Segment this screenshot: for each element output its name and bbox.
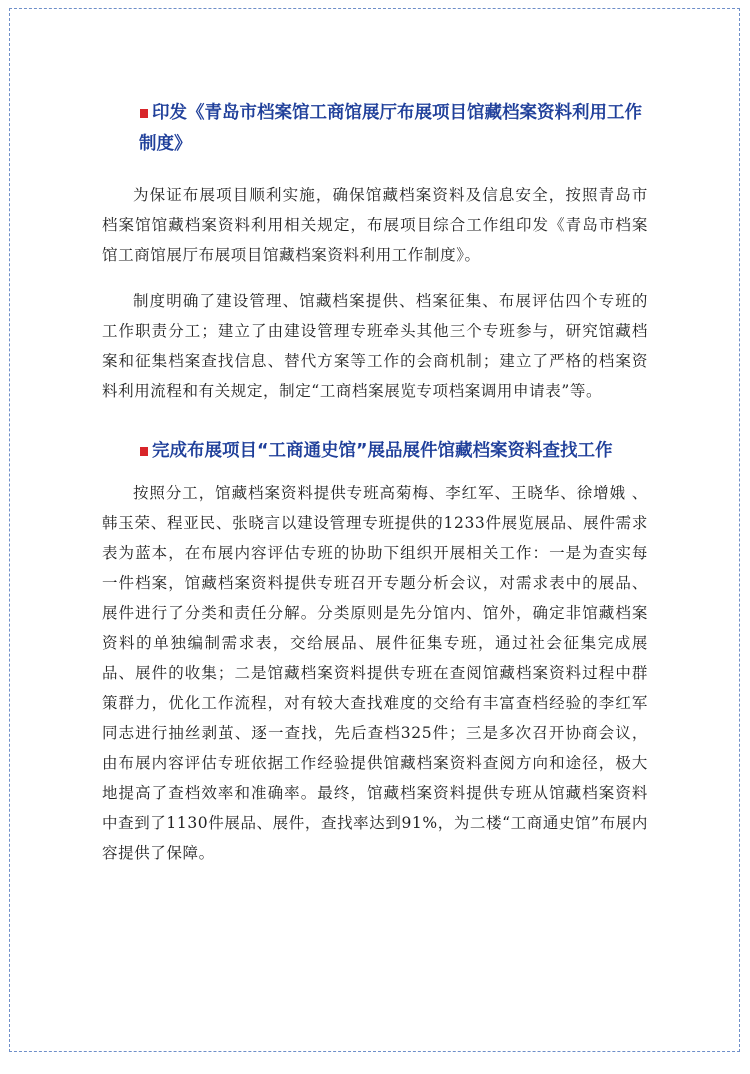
paragraph: 按照分工，馆藏档案资料提供专班高菊梅、李红军、王晓华、徐增娥 、韩玉荣、程亚民、张晓言以建设管理专班提供的1233件展览展品、展件需求表为蓝本，在布展内容评估专班的协助下组织开展相关工作：一是为查实每一件档案，馆藏档案资料提供专班召开专题分析会议，对需求表中的展品、展件进行了分类和责任分解。分类原则是先分馆内、馆外，确定非馆藏档案资料的单独编制需求表，交给展品、展件征集专班，通过社会征集完成展品、展件的收集；二是馆藏档案资料提供专班在查阅馆藏档案资料过程中群策群力，优化工作流程，对有较大查找难度的交给有丰富查档经验的李红军同志进行抽丝剥茧、逐一查找，先后查档325件；三是多次召开协商会议，由布展内容评估专班依据工作经验提供馆藏档案资料查阅方向和途径，极大地提高了查档效率和准确率。最终，馆藏档案资料提供专班从馆藏档案资料中查到了1130件展品、展件，查找率达到91%，为二楼“工商通史馆”布展内容提供了保障。 <box>102 484 648 862</box>
paragraph: 制度明确了建设管理、馆藏档案提供、档案征集、布展评估四个专班的工作职责分工；建立了由建设管理专班牵头其他三个专班参与，研究馆藏档案和征集档案查找信息、替代方案等工作的会商机制；建立了严格的档案资料利用流程和有关规定，制定“工商档案展览专项档案调用申请表”等。 <box>102 292 648 400</box>
section-body <box>102 478 648 868</box>
document-content <box>102 98 648 868</box>
red-square-bullet-icon <box>140 109 148 118</box>
red-square-bullet-icon <box>140 447 148 456</box>
section-work-rules <box>102 98 648 406</box>
section-heading-text: 完成布展项目“工商通史馆”展品展件馆藏档案资料查找工作 <box>152 441 613 461</box>
section-heading-text: 印发《青岛市档案馆工商馆展厅布展项目馆藏档案资料利用工作制度》 <box>139 103 642 154</box>
paragraph: 为保证布展项目顺利实施，确保馆藏档案资料及信息安全，按照青岛市档案馆馆藏档案资料利用相关规定，布展项目综合工作组印发《青岛市档案馆工商馆展厅布展项目馆藏档案资料利用工作制度》。 <box>102 186 648 264</box>
section-heading <box>102 436 648 467</box>
section-heading <box>102 98 648 160</box>
section-body <box>102 180 648 406</box>
section-archive-search <box>102 436 648 868</box>
